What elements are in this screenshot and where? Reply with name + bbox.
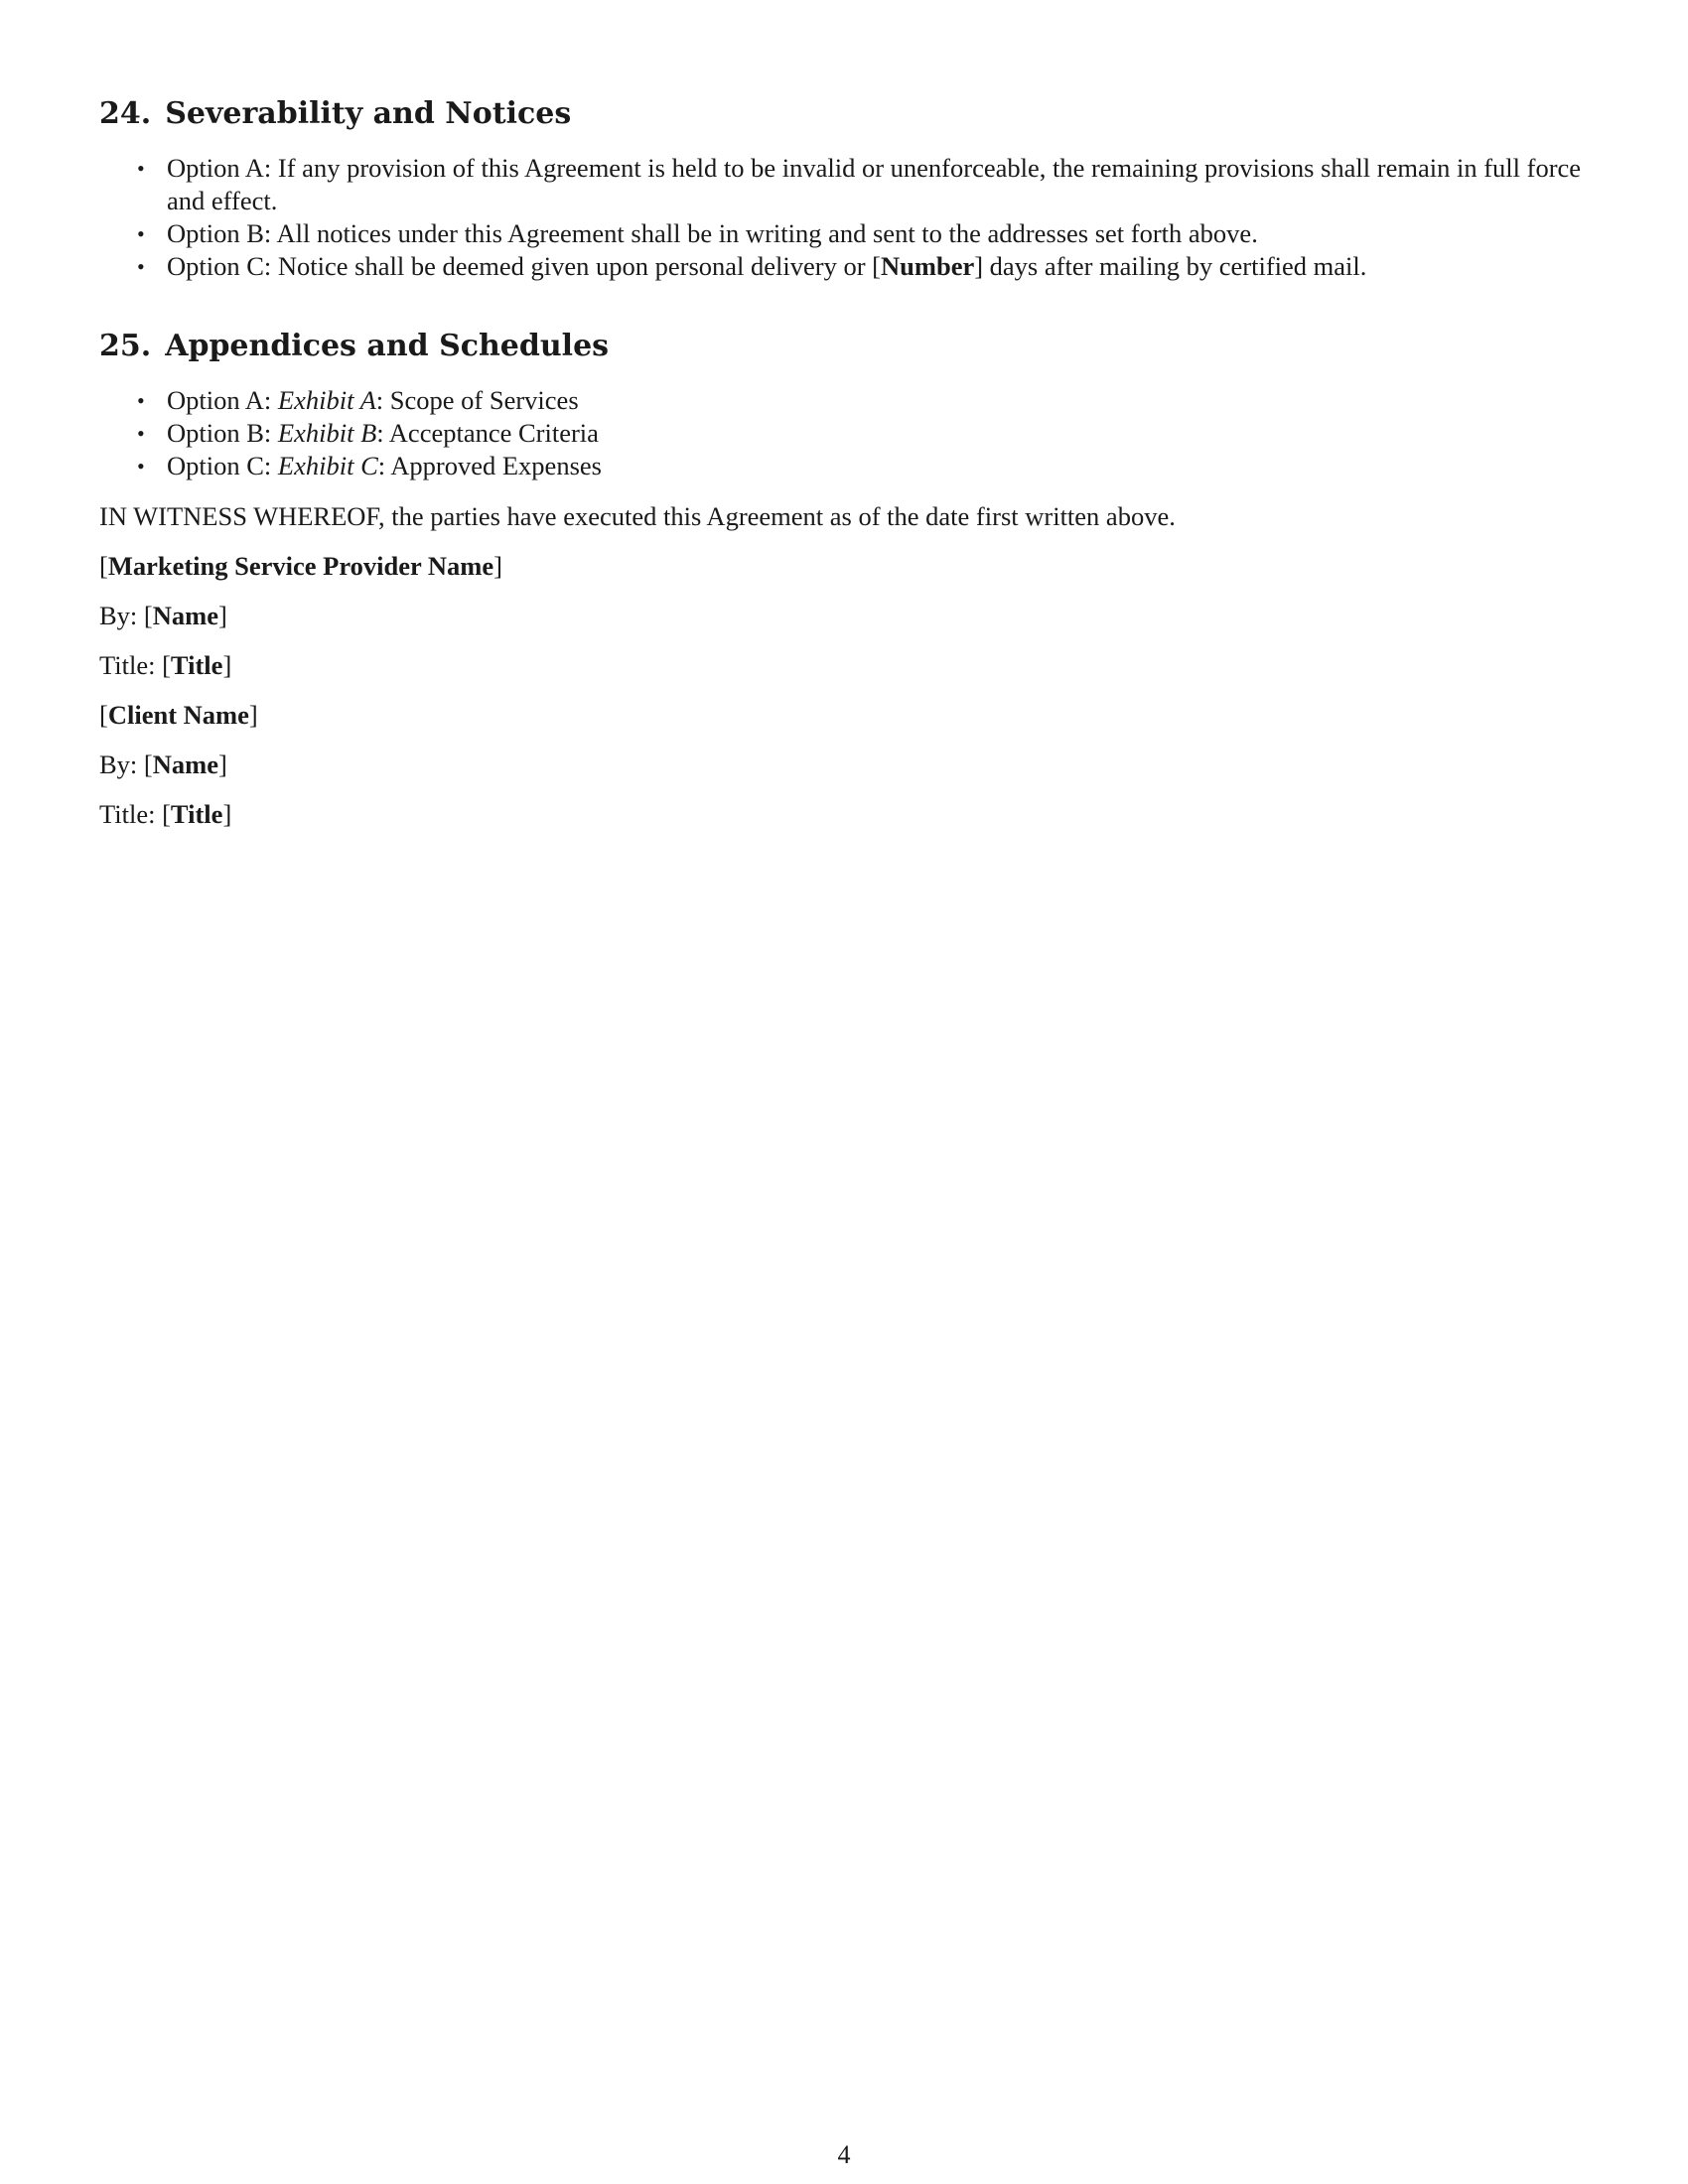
provider-title-line: Title: [Title] <box>99 650 232 680</box>
option-label: Option A: <box>167 153 272 183</box>
client-title-line: Title: [Title] <box>99 799 232 829</box>
exhibit-description: : Scope of Services <box>375 385 579 415</box>
page-number: 4 <box>837 2140 851 2169</box>
section-title: Severability and Notices <box>165 96 572 131</box>
option-text-after: ] days after mailing by certified mail. <box>974 251 1367 281</box>
exhibit-description: : Approved Expenses <box>377 451 602 480</box>
title-label: Title: <box>99 650 156 680</box>
title-value: Title <box>170 799 223 829</box>
section-title: Appendices and Schedules <box>165 329 610 363</box>
section-25-options <box>99 384 1589 482</box>
by-value: Name <box>152 750 218 779</box>
section-24-options <box>99 152 1589 283</box>
by-label: By: <box>99 601 138 630</box>
option-label: Option C: <box>167 451 272 480</box>
option-text: All notices under this Agreement shall be in writing and sent to the addresses set forth above. <box>276 218 1258 248</box>
option-text: Notice shall be deemed given upon personal delivery or [ <box>277 251 881 281</box>
by-label: By: <box>99 750 138 779</box>
document-page <box>99 94 1589 848</box>
section-number: 24. <box>99 96 152 131</box>
section-25-heading <box>99 327 1589 366</box>
list-item <box>99 417 1589 450</box>
placeholder-number: Number <box>881 251 975 281</box>
option-label: Option A: <box>167 385 272 415</box>
client-name-line: [Client Name] <box>99 700 258 730</box>
client-name: Client Name <box>107 700 249 730</box>
witness-statement: IN WITNESS WHEREOF, the parties have executed this Agreement as of the date first written above. <box>99 501 1176 531</box>
title-label: Title: <box>99 799 156 829</box>
option-label: Option B: <box>167 218 272 248</box>
list-item <box>99 250 1589 283</box>
exhibit-name: Exhibit A <box>277 385 376 415</box>
list-item <box>99 384 1589 417</box>
provider-name-line: [Marketing Service Provider Name] <box>99 551 502 581</box>
option-label: Option B: <box>167 418 272 448</box>
provider-name: Marketing Service Provider Name <box>107 551 494 581</box>
title-value: Title <box>170 650 223 680</box>
option-label: Option C: <box>167 251 272 281</box>
list-item <box>99 217 1589 250</box>
list-item <box>99 152 1589 217</box>
list-item <box>99 450 1589 482</box>
provider-by-line: By: [Name] <box>99 601 227 630</box>
section-24-heading <box>99 94 1589 134</box>
by-value: Name <box>152 601 218 630</box>
exhibit-name: Exhibit C <box>277 451 378 480</box>
option-text: If any provision of this Agreement is held to be invalid or unenforceable, the remaining provisions shall remain in full force and effect. <box>167 153 1582 215</box>
client-by-line: By: [Name] <box>99 750 227 779</box>
exhibit-name: Exhibit B <box>277 418 377 448</box>
exhibit-description: : Acceptance Criteria <box>376 418 599 448</box>
section-number: 25. <box>99 329 152 363</box>
